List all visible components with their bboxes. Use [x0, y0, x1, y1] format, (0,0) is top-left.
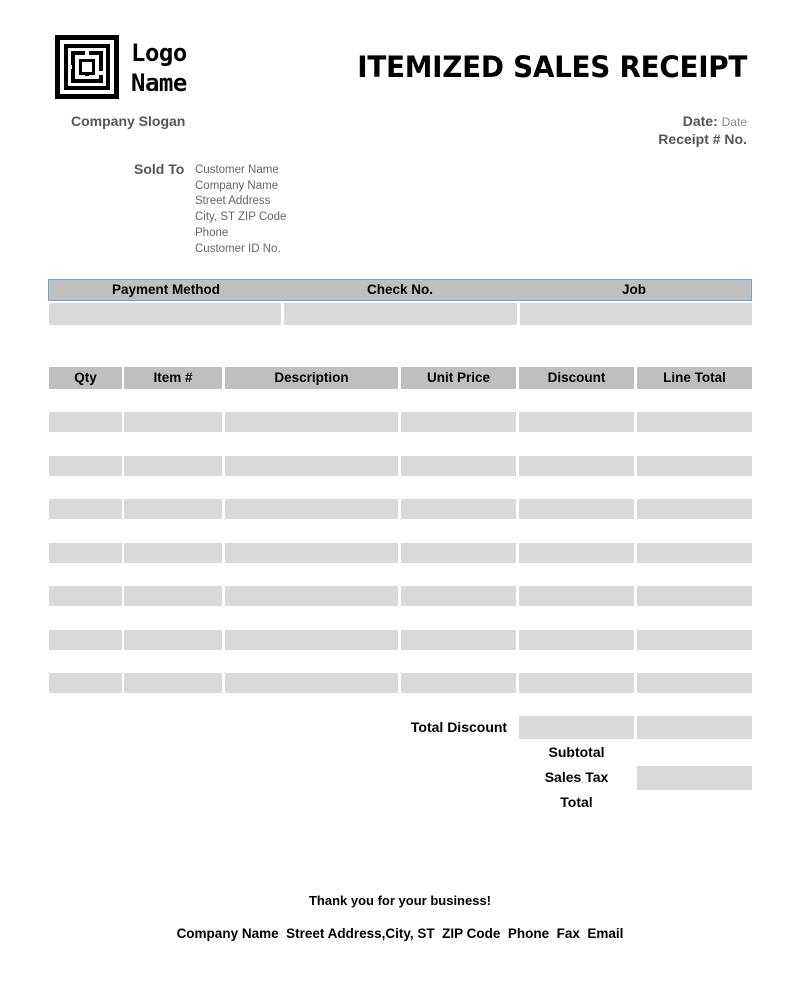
discount-cell[interactable]	[519, 630, 634, 650]
unit-price-cell[interactable]	[401, 499, 516, 519]
table-row	[49, 412, 752, 432]
qty-cell[interactable]	[49, 543, 122, 563]
discount-cell[interactable]	[519, 586, 634, 606]
description-cell[interactable]	[225, 456, 398, 476]
sold-to-label: Sold To	[134, 161, 185, 177]
logo-name	[131, 38, 187, 98]
sold-to-address	[195, 163, 286, 257]
qty-cell[interactable]	[49, 586, 122, 606]
date-label: Date:	[682, 113, 718, 129]
company-slogan: Company Slogan	[71, 113, 186, 129]
item-number-cell[interactable]	[124, 412, 222, 432]
discount-cell[interactable]	[519, 673, 634, 693]
description-cell[interactable]	[225, 630, 398, 650]
customer-id[interactable]: Customer ID No.	[195, 242, 281, 255]
items-table-header	[49, 367, 752, 389]
document-title: ITEMIZED SALES RECEIPT	[357, 50, 747, 84]
description-cell[interactable]	[225, 499, 398, 519]
item-number-cell[interactable]	[124, 499, 222, 519]
qty-header: Qty	[49, 367, 122, 389]
unit-price-cell[interactable]	[401, 543, 516, 563]
description-cell[interactable]	[225, 412, 398, 432]
table-row	[49, 499, 752, 519]
payment-table-row	[49, 303, 752, 325]
customer-city[interactable]: City, ST ZIP Code	[195, 211, 287, 224]
unit-price-cell[interactable]	[401, 673, 516, 693]
line-total-header: Line Total	[637, 367, 752, 389]
table-row	[49, 586, 752, 606]
discount-cell[interactable]	[519, 499, 634, 519]
qty-cell[interactable]	[49, 673, 122, 693]
payment-method-header: Payment Method	[111, 282, 220, 297]
check-no-header: Check No.	[366, 282, 434, 297]
line-total-cell[interactable]	[637, 499, 752, 519]
unit-price-header: Unit Price	[401, 367, 516, 389]
thank-you-message: Thank you for your business!	[308, 893, 492, 908]
qty-cell[interactable]	[49, 456, 122, 476]
unit-price-cell[interactable]	[401, 412, 516, 432]
customer-company[interactable]: Company Name	[195, 179, 279, 192]
total-discount-cell[interactable]	[519, 716, 634, 739]
subtotal-label: Subtotal	[548, 744, 605, 760]
discount-cell[interactable]	[519, 412, 634, 432]
description-cell[interactable]	[225, 586, 398, 606]
discount-cell[interactable]	[519, 456, 634, 476]
qty-cell[interactable]	[49, 499, 122, 519]
line-total-cell[interactable]	[637, 543, 752, 563]
item-number-cell[interactable]	[124, 586, 222, 606]
table-row	[49, 456, 752, 476]
date-line	[683, 113, 747, 129]
line-total-cell[interactable]	[637, 412, 752, 432]
line-total-cell[interactable]	[637, 630, 752, 650]
sales-tax-label: Sales Tax	[544, 769, 609, 785]
unit-price-cell[interactable]	[401, 456, 516, 476]
check-no-cell[interactable]	[284, 303, 516, 325]
total-label: Total	[560, 794, 593, 810]
total-discount-label: Total Discount	[410, 719, 508, 735]
job-cell[interactable]	[520, 303, 752, 325]
table-row	[49, 543, 752, 563]
unit-price-cell[interactable]	[401, 586, 516, 606]
receipt-number[interactable]: Receipt # No.	[658, 131, 747, 147]
line-total-cell[interactable]	[637, 586, 752, 606]
discount-header: Discount	[519, 367, 634, 389]
logo-maze-icon	[55, 35, 119, 99]
footer-company-info: Company Name Street Address,City, ST ZIP Code Phone Fax Email	[176, 926, 624, 941]
customer-phone[interactable]: Phone	[195, 226, 229, 239]
logo-line-2: Name	[131, 69, 187, 97]
table-row	[49, 673, 752, 693]
description-cell[interactable]	[225, 673, 398, 693]
table-row	[49, 630, 752, 650]
line-total-cell[interactable]	[637, 673, 752, 693]
logo-line-1: Logo	[131, 39, 187, 67]
payment-method-cell[interactable]	[49, 303, 281, 325]
line-total-cell[interactable]	[637, 456, 752, 476]
item-number-cell[interactable]	[124, 630, 222, 650]
item-number-cell[interactable]	[124, 543, 222, 563]
job-header: Job	[621, 282, 646, 297]
item-number-cell[interactable]	[124, 673, 222, 693]
payment-table-header	[48, 279, 752, 301]
description-cell[interactable]	[225, 543, 398, 563]
customer-street[interactable]: Street Address	[195, 195, 271, 208]
unit-price-cell[interactable]	[401, 630, 516, 650]
qty-cell[interactable]	[49, 412, 122, 432]
item-number-cell[interactable]	[124, 456, 222, 476]
sales-tax-cell[interactable]	[637, 766, 752, 790]
date-value[interactable]: Date	[721, 115, 747, 129]
qty-cell[interactable]	[49, 630, 122, 650]
total-discount-amount-cell[interactable]	[637, 716, 752, 739]
discount-cell[interactable]	[519, 543, 634, 563]
customer-name[interactable]: Customer Name	[195, 164, 279, 176]
item-number-header: Item #	[124, 367, 222, 389]
description-header: Description	[225, 367, 398, 389]
